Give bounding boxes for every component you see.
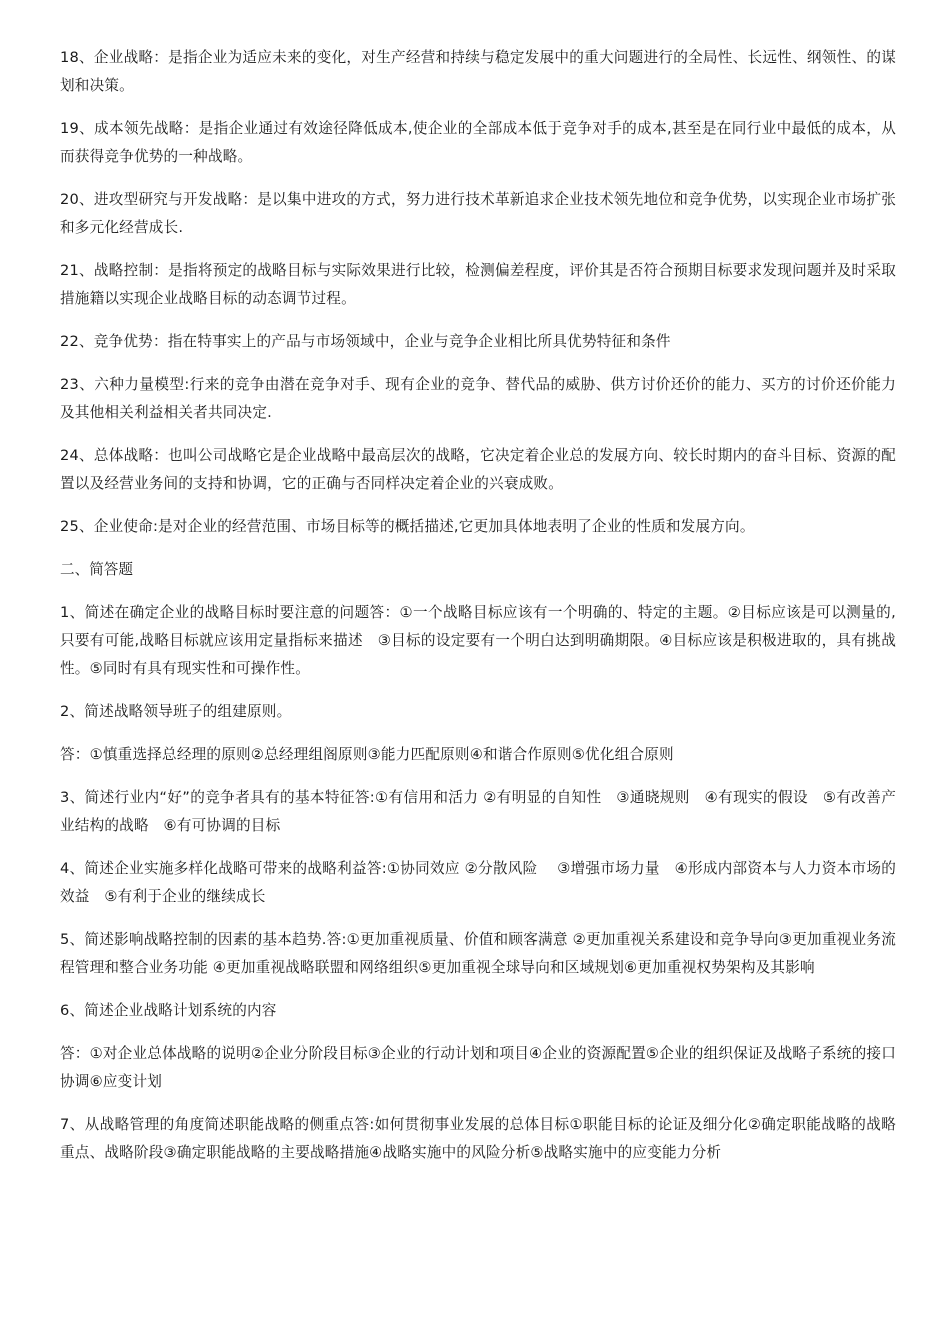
definition-19: 19、成本领先战略：是指企业通过有效途径降低成本,使企业的全部成本低于竞争对手的成本,甚至是在同行业中最低的成本，从而获得竞争优势的一种战略。 (60, 120, 896, 165)
question-1: 1、简述在确定企业的战略目标时要注意的问题答：①一个战略目标应该有一个明确的、特定的主题。②目标应该是可以测量的,只要有可能,战略目标就应该用定量指标来描述 ③目标的设定要有一个明白达到明确期限。④目标应该是积极进取的，具有挑战性。⑤同时有具有现实性和可操作性。 (60, 604, 896, 677)
definition-23: 23、六种力量模型:行来的竞争由潜在竞争对手、现有企业的竞争、替代品的威胁、供方讨价还价的能力、买方的讨价还价能力及其他相关利益相关者共同决定. (60, 376, 896, 421)
definition-22: 22、竞争优势：指在特事实上的产品与市场领域中，企业与竞争企业相比所具优势特征和条件 (60, 333, 671, 350)
definition-24: 24、总体战略：也叫公司战略它是企业战略中最高层次的战略，它决定着企业总的发展方向、较长时期内的奋斗目标、资源的配置以及经营业务间的支持和协调，它的正确与否同样决定着企业的兴衰成败。 (60, 447, 896, 492)
answer-2: 答：①慎重选择总经理的原则②总经理组阁原则③能力匹配原则④和谐合作原则⑤优化组合原则 (60, 746, 674, 763)
definition-25: 25、企业使命:是对企业的经营范围、市场目标等的概括描述,它更加具体地表明了企业的性质和发展方向。 (60, 518, 755, 535)
question-5: 5、简述影响战略控制的因素的基本趋势.答:①更加重视质量、价值和顾客满意 ②更加重视关系建设和竞争导向③更加重视业务流程管理和整合业务功能 ④更加重视战略联盟和网络组织⑤更加重视全球导向和区域规划⑥更加重视权势架构及其影响 (60, 931, 896, 976)
question-7: 7、从战略管理的角度简述职能战略的侧重点答:如何贯彻事业发展的总体目标①职能目标的论证及细分化②确定职能战略的战略重点、战略阶段③确定职能战略的主要战略措施④战略实施中的风险分析⑤战略实施中的应变能力分析 (60, 1116, 896, 1161)
answer-6: 答：①对企业总体战略的说明②企业分阶段目标③企业的行动计划和项目④企业的资源配置⑤企业的组织保证及战略子系统的接口协调⑥应变计划 (60, 1045, 896, 1090)
question-4: 4、简述企业实施多样化战略可带来的战略利益答:①协同效应 ②分散风险 ③增强市场力量 ④形成内部资本与人力资本市场的效益 ⑤有利于企业的继续成长 (60, 860, 896, 905)
question-3: 3、简述行业内“好”的竞争者具有的基本特征答:①有信用和活力 ②有明显的自知性 ③通晓规则 ④有现实的假设 ⑤有改善产业结构的战略 ⑥有可协调的目标 (60, 789, 896, 834)
definition-18: 18、企业战略：是指企业为适应未来的变化，对生产经营和持续与稳定发展中的重大问题进行的全局性、长远性、纲领性、的谋划和决策。 (60, 49, 896, 94)
document-body (60, 44, 896, 1182)
definition-20: 20、进攻型研究与开发战略：是以集中进攻的方式，努力进行技术革新追求企业技术领先地位和竞争优势，以实现企业市场扩张和多元化经营成长. (60, 191, 896, 236)
section-heading: 二、简答题 (60, 561, 133, 578)
definition-21: 21、战略控制：是指将预定的战略目标与实际效果进行比较，检测偏差程度，评价其是否符合预期目标要求发现问题并及时采取措施籍以实现企业战略目标的动态调节过程。 (60, 262, 896, 307)
question-2: 2、简述战略领导班子的组建原则。 (60, 703, 292, 720)
question-6: 6、简述企业战略计划系统的内容 (60, 1002, 277, 1019)
